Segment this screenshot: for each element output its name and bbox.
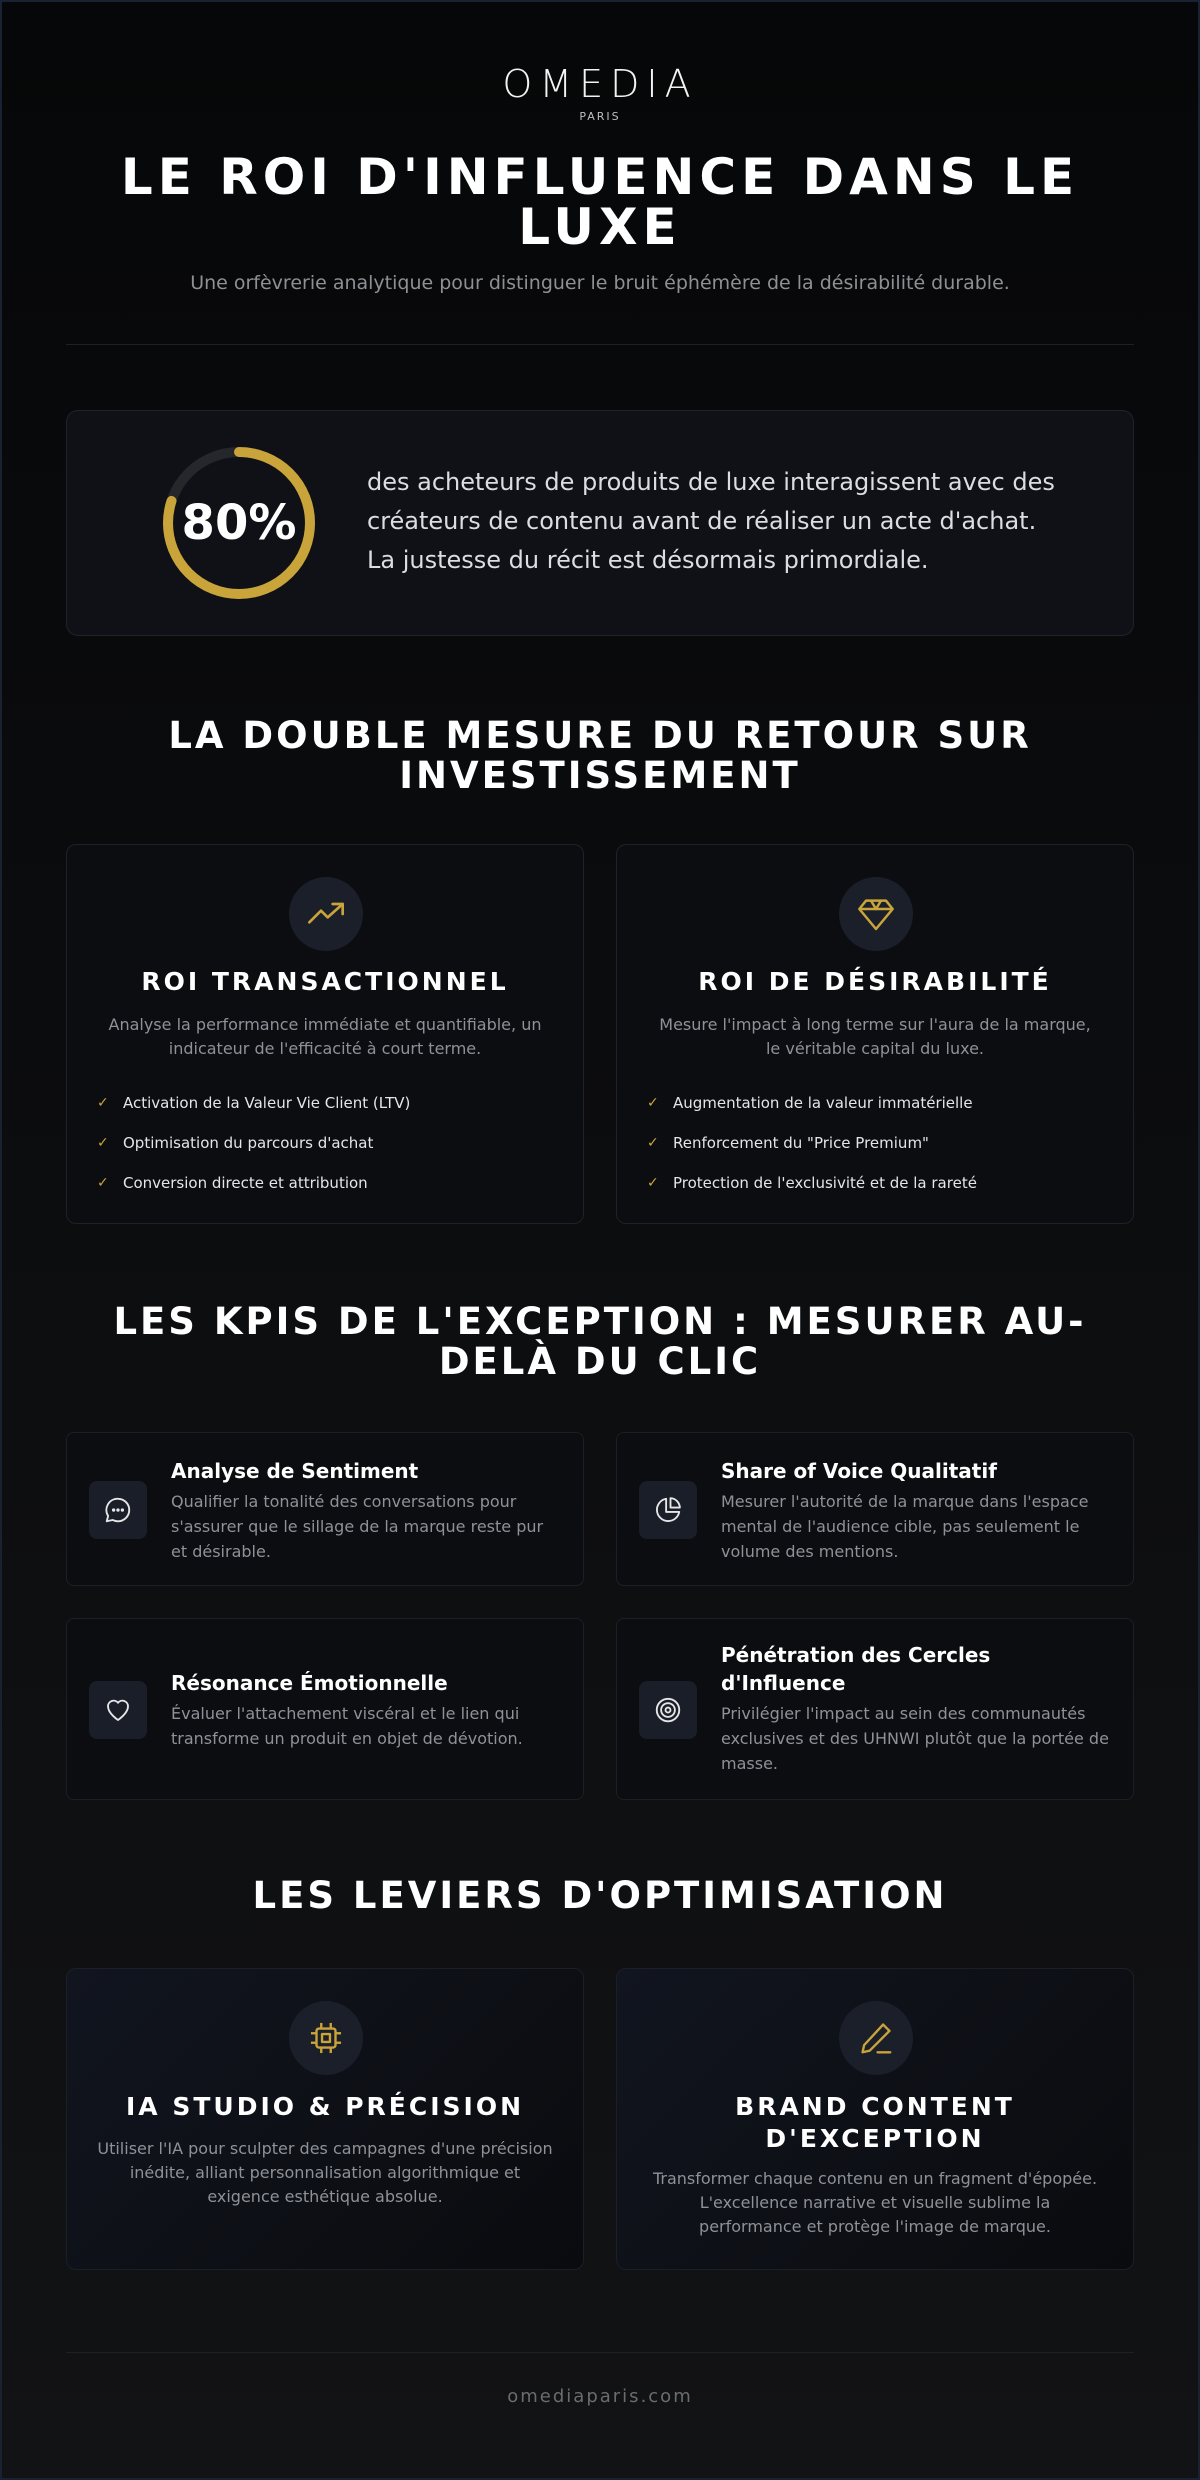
kpi-card-description: Qualifier la tonalité des conversations pour s'assurer que le sillage de la marque reste pur et désirable.: [171, 1492, 544, 1561]
list-item-label: Activation de la Valeur Vie Client (LTV): [123, 1094, 411, 1112]
roi-card-desirability: [616, 844, 1134, 1224]
list-item: [97, 1123, 563, 1163]
footer-website-link[interactable]: omediaparis.com: [507, 2386, 693, 2407]
list-item: [97, 1163, 563, 1203]
page-title: LE ROI D'INFLUENCE DANS LE LUXE: [120, 148, 1080, 256]
kpi-card-title: Share of Voice Qualitatif: [721, 1459, 997, 1483]
brand-location: PARIS: [579, 110, 621, 123]
check-icon: ✓: [647, 1175, 659, 1191]
diamond-icon: [839, 877, 913, 951]
check-icon: ✓: [97, 1095, 109, 1111]
kpi-card-description: Évaluer l'attachement viscéral et le lien qui transforme un produit en objet de dévotion.: [171, 1704, 523, 1748]
stat-text: des acheteurs de produits de luxe interagissent avec des créateurs de contenu avant de réaliser un acte d'achat. La justesse du récit est désormais primordiale.: [367, 468, 1055, 574]
list-item: [97, 1083, 563, 1123]
list-item-label: Renforcement du "Price Premium": [673, 1134, 929, 1152]
list-item: [647, 1163, 1113, 1203]
kpi-card-emotional-resonance: [66, 1618, 584, 1800]
kpi-card-influence-circles: [616, 1618, 1134, 1800]
pie-chart-icon: [639, 1481, 697, 1539]
kpi-section-title: LES KPIS DE L'EXCEPTION : MESURER AU-DELÀ DU CLIC: [113, 1300, 1087, 1383]
roi-card-description: Analyse la performance immédiate et quantifiable, un indicateur de l'efficacité à court terme.: [108, 1015, 542, 1058]
list-item: [647, 1123, 1113, 1163]
stat-value: 80%: [181, 495, 297, 551]
roi-card-transactional: [66, 844, 584, 1224]
kpi-card-sentiment: [66, 1432, 584, 1586]
roi-section-title: LA DOUBLE MESURE DU RETOUR SUR INVESTISSEMENT: [168, 714, 1032, 797]
lever-card-description: Transformer chaque contenu en un fragment d'épopée. L'excellence narrative et visuelle sublime la performance et protège l'image de marque.: [652, 2169, 1098, 2236]
target-icon: [639, 1681, 697, 1739]
roi-feature-list: [647, 1083, 1113, 1203]
kpi-card-description: Privilégier l'impact au sein des communautés exclusives et des UHNWI plutôt que la portée de masse.: [721, 1704, 1109, 1773]
kpi-card-title: Résonance Émotionnelle: [171, 1671, 448, 1695]
cpu-chip-icon: [289, 2001, 363, 2075]
lever-card-title: IA STUDIO & PRÉCISION: [125, 2092, 524, 2121]
stat-card: [66, 410, 1134, 636]
footer-divider: [66, 2352, 1134, 2353]
lever-card-description: Utiliser l'IA pour sculpter des campagnes d'une précision inédite, alliant personnalisation algorithmique et exigence esthétique absolue.: [97, 2139, 553, 2206]
roi-card-title: ROI TRANSACTIONNEL: [141, 967, 509, 996]
kpi-card-title: Analyse de Sentiment: [171, 1459, 419, 1483]
list-item-label: Conversion directe et attribution: [123, 1174, 368, 1192]
check-icon: ✓: [647, 1135, 659, 1151]
list-item-label: Optimisation du parcours d'achat: [123, 1134, 374, 1152]
levers-section-title: LES LEVIERS D'OPTIMISATION: [252, 1874, 948, 1917]
roi-card-title: ROI DE DÉSIRABILITÉ: [698, 967, 1052, 996]
check-icon: ✓: [647, 1095, 659, 1111]
kpi-card-description: Mesurer l'autorité de la marque dans l'espace mental de l'audience cible, pas seulement le volume des mentions.: [721, 1492, 1089, 1561]
list-item-label: Augmentation de la valeur immatérielle: [673, 1094, 973, 1112]
brand-logo: OMEDIA: [502, 62, 698, 106]
chat-bubble-icon: [89, 1481, 147, 1539]
pen-icon: [839, 2001, 913, 2075]
heart-icon: [89, 1681, 147, 1739]
kpi-card-share-of-voice: [616, 1432, 1134, 1586]
list-item-label: Protection de l'exclusivité et de la rareté: [673, 1174, 977, 1192]
list-item: [647, 1083, 1113, 1123]
check-icon: ✓: [97, 1175, 109, 1191]
lever-card-title: BRAND CONTENT D'EXCEPTION: [735, 2092, 1015, 2153]
page-subtitle: Une orfèvrerie analytique pour distinguer le bruit éphémère de la désirabilité durable.: [190, 272, 1010, 294]
trending-up-icon: [289, 877, 363, 951]
check-icon: ✓: [97, 1135, 109, 1151]
header-divider: [66, 344, 1134, 345]
lever-card-brand-content: [616, 1968, 1134, 2270]
roi-feature-list: [97, 1083, 563, 1203]
kpi-card-title: Pénétration des Cercles d'Influence: [721, 1643, 991, 1695]
roi-card-description: Mesure l'impact à long terme sur l'aura de la marque, le véritable capital du luxe.: [659, 1015, 1091, 1058]
lever-card-ia-studio: [66, 1968, 584, 2270]
